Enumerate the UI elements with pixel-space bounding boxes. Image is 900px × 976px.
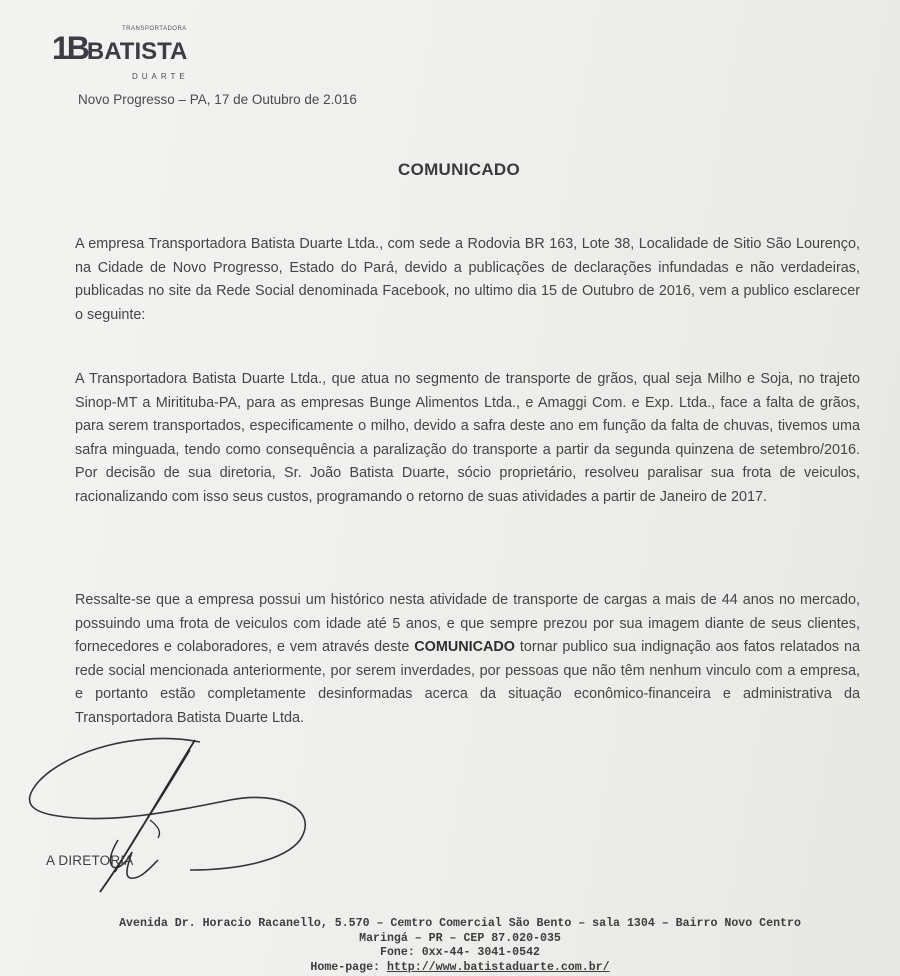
handwritten-signature <box>0 720 380 920</box>
footer-phone: Fone: 0xx-44- 3041-0542 <box>379 946 541 959</box>
footer-homepage <box>60 961 860 976</box>
dateline: Novo Progresso – PA, 17 de Outubro de 2.016 <box>78 92 357 107</box>
company-logo <box>52 22 192 81</box>
logo-mark: 1BBATISTA <box>52 30 188 66</box>
letterhead-footer <box>60 917 860 975</box>
logo-tagline: TRANSPORTADORA <box>122 26 187 32</box>
homepage-label: Home-page: <box>310 960 387 974</box>
document-title: COMUNICADO <box>398 160 520 179</box>
signature-label: A DIRETORIA <box>46 853 134 868</box>
paragraph-3 <box>75 589 860 730</box>
paragraph-3-emphasis: COMUNICADO <box>414 639 515 655</box>
paragraph-1: A empresa Transportadora Batista Duarte Ltda., com sede a Rodovia BR 163, Lote 38, Localidade de Sitio São Lourenço, na Cidade de Novo Progresso, Estado do Pará, devido a publicações de declarações infundadas e não verdadeiras, publicadas no site da Rede Social denominada Facebook, no ultimo dia 15 de Outubro de 2016, vem a publico esclarecer o seguinte: <box>75 236 860 323</box>
logo-subtitle: DUARTE <box>132 72 189 81</box>
homepage-link[interactable]: http://www.batistaduarte.com.br/ <box>386 960 610 974</box>
paragraph-2: A Transportadora Batista Duarte Ltda., que atua no segmento de transporte de grãos, qual seja Milho e Soja, no trajeto Sinop-MT a Miritituba-PA, para as empresas Bunge Alimentos Ltda., e Amaggi Com. e Exp. Ltda., face a falta de grãos, para serem transportados, especificamente o milho, devido a safra deste ano em função da falta de chuvas, tivemos uma safra minguada, tendo como consequência a paralização do transporte a partir da segunda quinzena de setembro/2016. Por decisão de sua diretoria, Sr. João Batista Duarte, sócio proprietário, resolveu paralisar sua frota de veiculos, racionalizando com isso seus custos, programando o retorno de suas atividades a partir de Janeiro de 2017. <box>75 371 860 505</box>
footer-city: Maringá – PR – CEP 87.020-035 <box>359 931 561 945</box>
logo-name: BATISTA <box>86 38 188 65</box>
footer-address: Avenida Dr. Horacio Racanello, 5.570 – Cemtro Comercial São Bento – sala 1304 – Bairro Novo Centro <box>119 917 801 930</box>
paragraph-3-text-end: tornar publico sua indignação aos fatos relatados na rede social mencionada anteriormente, por serem inverdades, por pessoas que não têm nenhum vinculo com a empresa, e portanto estão completamente desinformadas acerca da situação econômico-financeira e administrativa da Transportadora Batista Duarte Ltda. <box>75 639 860 726</box>
paragraph-3-text-start: Ressalte-se que a empresa possui um histórico nesta atividade de transporte de cargas a mais de 44 anos no mercado, possuindo uma frota de veiculos com idade até 5 anos, e que sempre prezou por sua imagem diante de seus clientes, fornecedores e colaboradores, e vem através deste <box>75 592 860 655</box>
